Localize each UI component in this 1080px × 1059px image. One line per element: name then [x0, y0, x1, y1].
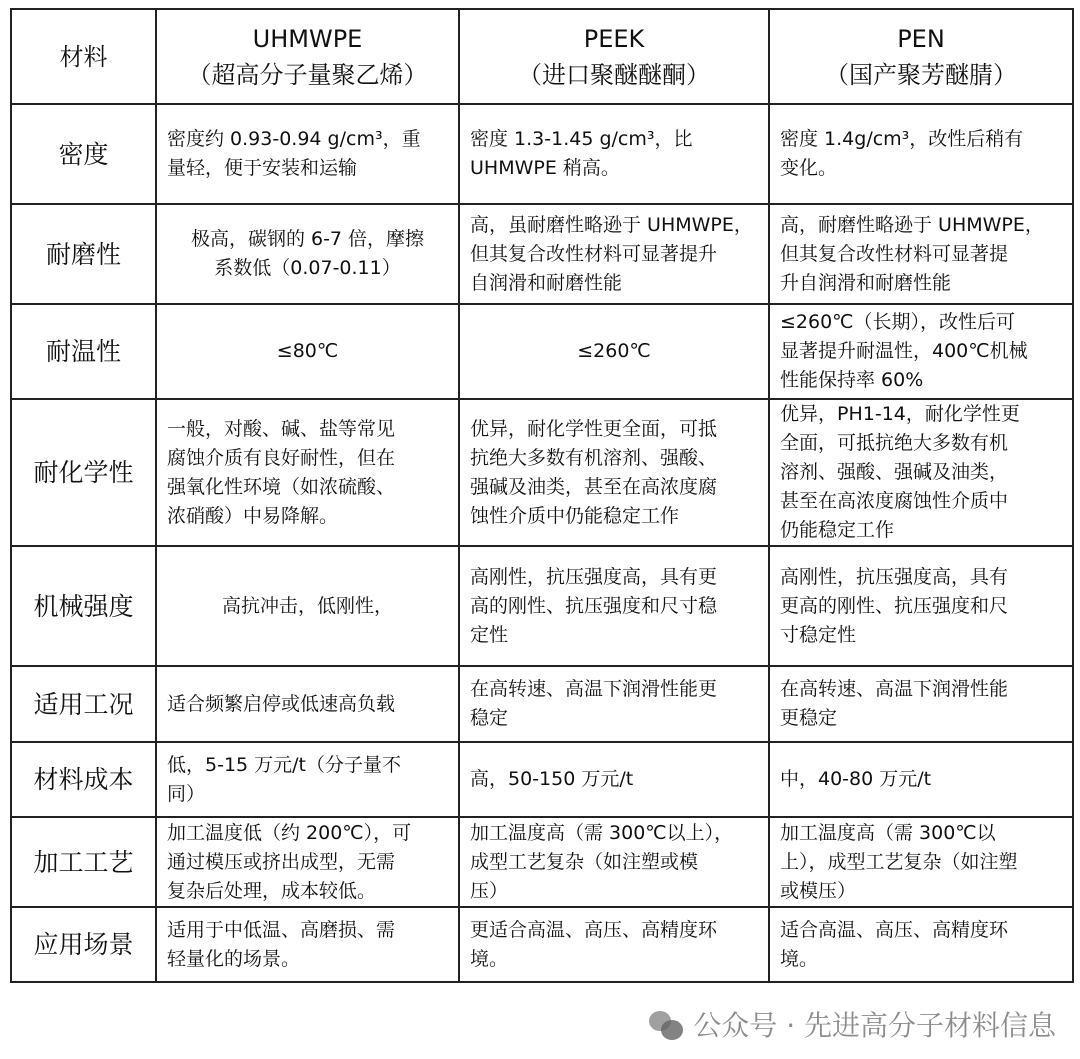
- table-row: [11, 304, 1073, 399]
- column-header-peek: PEEK （进口聚醚醚酮）: [459, 9, 769, 104]
- table-row: [11, 546, 1073, 666]
- table-cell: 密度 1.3-1.45 g/cm³，比 UHMWPE 稍高。: [459, 104, 769, 204]
- table-cell: 在高转速、高温下润滑性能更 稳定: [459, 666, 769, 742]
- table-cell: 适用于中低温、高磨损、需 轻量化的场景。: [156, 907, 459, 982]
- table-cell: 优异，耐化学性更全面，可抵 抗绝大多数有机溶剂、强酸、 强碱及油类，甚至在高浓度腐 蚀性介质中仍能稳定工作: [459, 399, 769, 546]
- table-cell: 高刚性，抗压强度高，具有更 高的刚性、抗压强度和尺寸稳 定性: [459, 546, 769, 666]
- row-header: 适用工况: [11, 666, 156, 742]
- table-cell: 一般，对酸、碱、盐等常见 腐蚀介质有良好耐性，但在 强氧化性环境（如浓硫酸、 浓硝酸）中易降解。: [156, 399, 459, 546]
- table-cell: 密度 1.4g/cm³，改性后稍有 变化。: [769, 104, 1073, 204]
- wechat-icon: [649, 1011, 685, 1041]
- table-cell: 更适合高温、高压、高精度环 境。: [459, 907, 769, 982]
- table-cell: 高，50-150 万元/t: [459, 742, 769, 817]
- table-row: [11, 104, 1073, 204]
- header-row: [11, 9, 1073, 104]
- table-cell: 极高，碳钢的 6-7 倍，摩擦 系数低（0.07-0.11）: [156, 204, 459, 304]
- corner-header: 材料: [11, 9, 156, 104]
- column-header-uhmwpe: UHMWPE （超高分子量聚乙烯）: [156, 9, 459, 104]
- table-cell: ≤260℃（长期），改性后可 显著提升耐温性，400℃机械 性能保持率 60%: [769, 304, 1073, 399]
- table-cell: 加工温度高（需 300℃以 上），成型工艺复杂（如注塑 或模压）: [769, 817, 1073, 907]
- column-header-pen: PEN （国产聚芳醚腈）: [769, 9, 1073, 104]
- row-header: 耐化学性: [11, 399, 156, 546]
- table-cell: 密度约 0.93-0.94 g/cm³，重 量轻，便于安装和运输: [156, 104, 459, 204]
- table-cell: 高，虽耐磨性略逊于 UHMWPE， 但其复合改性材料可显著提升 自润滑和耐磨性能: [459, 204, 769, 304]
- table-cell: 适合高温、高压、高精度环 境。: [769, 907, 1073, 982]
- table-cell: 高抗冲击，低刚性，: [156, 546, 459, 666]
- table-cell: 加工温度高（需 300℃以上）， 成型工艺复杂（如注塑或模 压）: [459, 817, 769, 907]
- table-cell: 高，耐磨性略逊于 UHMWPE， 但其复合改性材料可显著提 升自润滑和耐磨性能: [769, 204, 1073, 304]
- table-row: [11, 204, 1073, 304]
- table-cell: 在高转速、高温下润滑性能 更稳定: [769, 666, 1073, 742]
- table-row: [11, 666, 1073, 742]
- row-header: 密度: [11, 104, 156, 204]
- table-cell: ≤260℃: [459, 304, 769, 399]
- table-cell: 优异，PH1-14，耐化学性更 全面，可抵抗绝大多数有机 溶剂、强酸、强碱及油类， 甚至在高浓度腐蚀性介质中 仍能稳定工作: [769, 399, 1073, 546]
- watermark-text: 公众号 · 先进高分子材料信息: [693, 1009, 1056, 1042]
- row-header: 耐温性: [11, 304, 156, 399]
- table-cell: ≤80℃: [156, 304, 459, 399]
- row-header: 材料成本: [11, 742, 156, 817]
- table-row: [11, 742, 1073, 817]
- row-header: 加工工艺: [11, 817, 156, 907]
- material-comparison-table: [10, 8, 1074, 983]
- watermark: [649, 1008, 1056, 1044]
- table-cell: 中，40-80 万元/t: [769, 742, 1073, 817]
- row-header: 应用场景: [11, 907, 156, 982]
- table-row: [11, 399, 1073, 546]
- table-row: [11, 907, 1073, 982]
- table-cell: 高刚性，抗压强度高，具有 更高的刚性、抗压强度和尺 寸稳定性: [769, 546, 1073, 666]
- table-row: [11, 817, 1073, 907]
- table-cell: 加工温度低（约 200℃），可 通过模压或挤出成型，无需 复杂后处理，成本较低。: [156, 817, 459, 907]
- table-cell: 适合频繁启停或低速高负载: [156, 666, 459, 742]
- table-cell: 低，5-15 万元/t（分子量不 同）: [156, 742, 459, 817]
- row-header: 耐磨性: [11, 204, 156, 304]
- row-header: 机械强度: [11, 546, 156, 666]
